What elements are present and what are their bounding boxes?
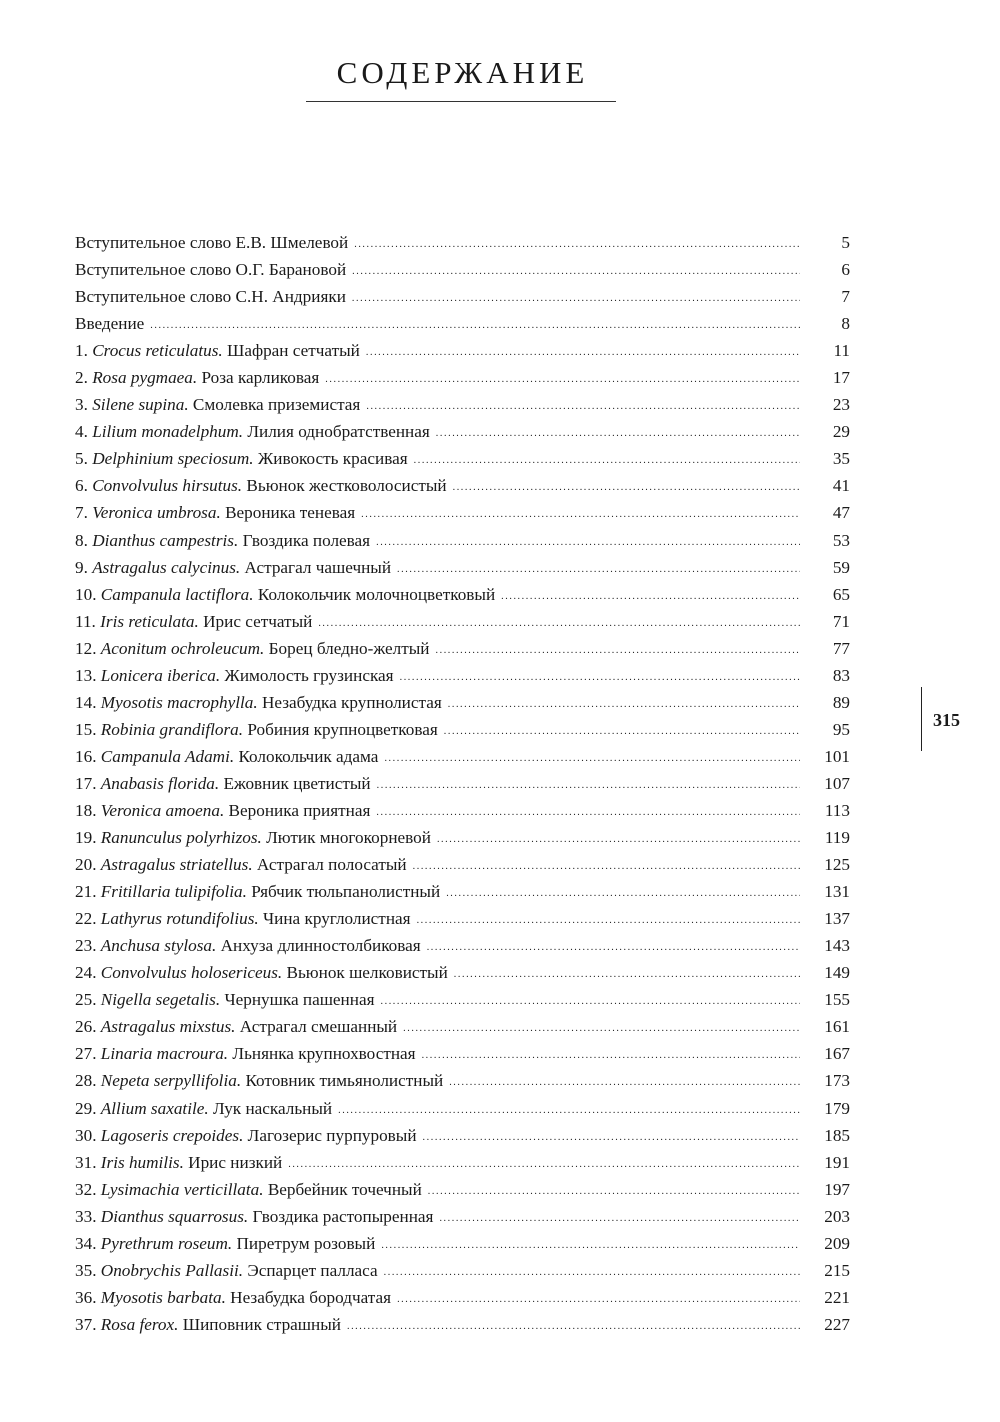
toc-entry	[75, 283, 850, 310]
dot-leader	[448, 691, 800, 718]
toc-entry-text: Астрагал чашечный	[240, 557, 392, 577]
toc-entry-text: Льнянка крупнохвостная	[228, 1044, 416, 1064]
page-number: 315	[933, 710, 960, 730]
toc-entry-number: 31.	[75, 1152, 101, 1172]
toc-entry	[75, 932, 850, 959]
dot-leader	[422, 1042, 800, 1069]
toc-entry-text: Лагозерис пурпуровый	[243, 1125, 417, 1145]
toc-entry-latin-name: Lathyrus rotundifolius.	[100, 909, 259, 929]
dot-leader	[397, 556, 800, 583]
toc-entry-page: 11	[833, 341, 850, 361]
toc-entry-number: 2.	[75, 368, 93, 388]
toc-entry-title	[75, 689, 448, 716]
toc-entry	[75, 527, 850, 554]
toc-entry	[75, 878, 850, 905]
toc-entry	[75, 986, 850, 1013]
toc-entry-latin-name: Astragalus striatellus.	[100, 855, 253, 875]
toc-entry-number: 34.	[75, 1233, 101, 1253]
toc-entry	[75, 1284, 850, 1311]
toc-entry	[75, 337, 850, 364]
toc-entry-text: Незабудка крупнолистая	[257, 692, 442, 712]
toc-entry-title	[75, 1176, 428, 1203]
toc-entry-latin-name: Veronica umbrosa.	[92, 503, 221, 523]
toc-entry-page: 215	[824, 1260, 850, 1280]
dot-leader	[501, 583, 800, 610]
toc-entry-text: Эспарцет палласа	[243, 1260, 378, 1280]
toc-entry-text: Рябчик тюльпанолистный	[246, 882, 441, 902]
toc-entry-number: 10.	[75, 584, 101, 604]
toc-entry-latin-name: Campanula lactiflora.	[100, 584, 254, 604]
toc-entry-text: Лютик многокорневой	[261, 828, 431, 848]
toc-entry	[75, 310, 850, 337]
toc-entry-title	[75, 770, 377, 797]
toc-entry-number: 24.	[75, 963, 101, 983]
toc-entry	[75, 1203, 850, 1230]
toc-entry-title	[75, 1203, 439, 1230]
toc-entry-latin-name: Nepeta serpyllifolia.	[100, 1071, 242, 1091]
toc-entry	[75, 554, 850, 581]
toc-entry-page: 227	[824, 1314, 850, 1334]
toc-entry-text: Шиповник страшный	[178, 1314, 341, 1334]
toc-entry-text: Живокость красивая	[253, 449, 408, 469]
toc-entry-page: 119	[824, 828, 850, 848]
toc-entry-title	[75, 337, 366, 364]
toc-entry-number: 1.	[75, 341, 93, 361]
toc-entry-number: 25.	[75, 990, 101, 1010]
toc-entry-number: 7.	[75, 503, 93, 523]
page-title: СОДЕРЖАНИЕ	[336, 55, 589, 90]
toc-entry-text: Смолевка приземистая	[188, 395, 361, 415]
toc-entry-page: 59	[832, 557, 850, 577]
dot-leader	[376, 799, 800, 826]
toc-entry-latin-name: Campanula Adami.	[100, 746, 235, 766]
toc-entry-number: 33.	[75, 1206, 101, 1226]
toc-entry-number: 36.	[75, 1287, 101, 1307]
toc-entry	[75, 689, 850, 716]
toc-entry-page: 209	[824, 1233, 850, 1253]
toc-entry-number: 15.	[75, 719, 101, 739]
toc-entry-text: Жимолость грузинская	[220, 665, 394, 685]
toc-entry-text: Котовник тимьянолистный	[241, 1071, 444, 1091]
toc-entry-number: 19.	[75, 828, 101, 848]
toc-entry	[75, 418, 850, 445]
toc-entry-title	[75, 743, 384, 770]
toc-entry	[75, 770, 850, 797]
toc-entry-latin-name: Anchusa stylosa.	[100, 936, 217, 956]
toc-entry	[75, 1230, 850, 1257]
toc-entry	[75, 445, 850, 472]
toc-entry-title	[75, 878, 446, 905]
toc-entry-latin-name: Linaria macroura.	[100, 1044, 229, 1064]
dot-leader	[354, 231, 800, 258]
toc-entry-title	[75, 256, 352, 283]
toc-entry-number: 12.	[75, 638, 101, 658]
toc-entry-number: 29.	[75, 1098, 101, 1118]
toc-entry-page: 221	[824, 1287, 850, 1307]
toc-entry-number: 18.	[75, 800, 101, 820]
toc-entry-page: 41	[832, 476, 850, 496]
toc-entry-number: 27.	[75, 1044, 101, 1064]
toc-entry-title	[75, 716, 444, 743]
toc-entry-latin-name: Lonicera iberica.	[100, 665, 221, 685]
toc-entry-page: 83	[832, 665, 850, 685]
toc-entry-page: 203	[824, 1206, 850, 1226]
toc-entry-page: 29	[832, 422, 850, 442]
toc-entry-number: 30.	[75, 1125, 101, 1145]
toc-entry-number: 20.	[75, 855, 101, 875]
toc-entry	[75, 743, 850, 770]
toc-entry	[75, 499, 850, 526]
toc-entry	[75, 364, 850, 391]
toc-entry-title	[75, 527, 376, 554]
toc-entry-page: 155	[824, 990, 850, 1010]
dot-leader	[150, 312, 800, 339]
toc-entry-text: Колокольчик молочноцветковый	[253, 584, 496, 604]
toc-entry-text: Чина круглолистная	[258, 909, 411, 929]
toc-entry-title	[75, 283, 352, 310]
dot-leader	[454, 961, 800, 988]
toc-entry-page: 65	[832, 584, 850, 604]
toc-entry	[75, 472, 850, 499]
dot-leader	[318, 610, 800, 637]
toc-entry-page: 191	[824, 1152, 850, 1172]
toc-entry	[75, 662, 850, 689]
toc-entry-latin-name: Iris humilis.	[100, 1152, 184, 1172]
dot-leader	[347, 1313, 800, 1340]
toc-entry-text: Борец бледно-желтый	[264, 638, 430, 658]
toc-entry-latin-name: Crocus reticulatus.	[92, 341, 223, 361]
dot-leader	[376, 529, 800, 556]
toc-entry-latin-name: Anabasis florida.	[100, 773, 220, 793]
toc-entry-title	[75, 1067, 449, 1094]
toc-entry-text: Лук наскальный	[208, 1098, 333, 1118]
toc-entry-page: 6	[841, 260, 850, 280]
toc-entry-latin-name: Fritillaria tulipifolia.	[100, 882, 247, 902]
toc-entry	[75, 959, 850, 986]
dot-leader	[417, 907, 800, 934]
toc-entry-page: 137	[824, 909, 850, 929]
toc-entry-text: Ирис сетчатый	[198, 611, 313, 631]
toc-entry-page: 179	[824, 1098, 850, 1118]
toc-entry	[75, 608, 850, 635]
toc-entry-page: 167	[824, 1044, 850, 1064]
toc-entry-text: Гвоздика полевая	[238, 530, 371, 550]
dot-leader	[453, 474, 800, 501]
toc-entry	[75, 1013, 850, 1040]
toc-entry-page: 7	[841, 287, 850, 307]
toc-entry-text: Вьюнок жестковолосистый	[242, 476, 447, 496]
toc-entry	[75, 1067, 850, 1094]
toc-entry-title	[75, 1095, 338, 1122]
toc-entry-number: 23.	[75, 936, 101, 956]
dot-leader	[428, 1178, 800, 1205]
toc-entry-latin-name: Iris reticulata.	[100, 611, 199, 631]
toc-entry-text: Вступительное слово С.Н. Андрияки	[75, 287, 346, 307]
toc-entry-text: Ежовник цветистый	[219, 773, 371, 793]
toc-entry	[75, 824, 850, 851]
toc-entry	[75, 797, 850, 824]
toc-entry-page: 95	[832, 719, 850, 739]
toc-entry-number: 13.	[75, 665, 101, 685]
toc-entry-number: 17.	[75, 773, 101, 793]
toc-entry-title	[75, 472, 453, 499]
toc-entry-title	[75, 310, 150, 337]
toc-entry-latin-name: Astragalus calycinus.	[92, 557, 241, 577]
dot-leader	[437, 826, 800, 853]
toc-entry-title	[75, 1257, 384, 1284]
title-underline	[306, 101, 616, 102]
dot-leader	[384, 745, 800, 772]
toc-entry-number: 4.	[75, 422, 93, 442]
toc-entry-text: Вьюнок шелковистый	[282, 963, 448, 983]
toc-entry-text: Незабудка бородчатая	[225, 1287, 392, 1307]
dot-leader	[288, 1151, 800, 1178]
toc-entry-latin-name: Rosa pygmaea.	[92, 368, 198, 388]
toc-entry-page: 149	[824, 963, 850, 983]
toc-entry-number: 28.	[75, 1071, 101, 1091]
toc-entry-latin-name: Ranunculus polyrhizos.	[100, 828, 262, 848]
dot-leader	[436, 420, 800, 447]
toc-entry	[75, 581, 850, 608]
dot-leader	[381, 1232, 800, 1259]
dot-leader	[361, 501, 800, 528]
toc-entry-text: Шафран сетчатый	[222, 341, 360, 361]
dot-leader	[366, 393, 800, 420]
toc-entry-number: 11.	[75, 611, 101, 631]
toc-entry-page: 131	[824, 882, 850, 902]
toc-entry-latin-name: Lilium monadelphum.	[92, 422, 244, 442]
dot-leader	[377, 772, 800, 799]
toc-entry-page: 113	[824, 800, 850, 820]
dot-leader	[381, 988, 801, 1015]
toc-entry	[75, 1176, 850, 1203]
dot-leader	[352, 285, 800, 312]
toc-entry-page: 77	[832, 638, 850, 658]
toc-entry-text: Вступительное слово О.Г. Барановой	[75, 260, 347, 280]
dot-leader	[366, 339, 800, 366]
toc-entry-latin-name: Convolvulus hirsutus.	[92, 476, 243, 496]
toc-entry-latin-name: Myosotis macrophylla.	[100, 692, 258, 712]
folio-rule	[921, 687, 922, 751]
toc-entry-latin-name: Dianthus campestris.	[92, 530, 239, 550]
dot-leader	[449, 1069, 800, 1096]
toc-entry-text: Астрагал смешанный	[235, 1017, 398, 1037]
toc-entry-title	[75, 824, 437, 851]
toc-entry-title	[75, 986, 381, 1013]
toc-entry-page: 53	[832, 530, 850, 550]
toc-entry-text: Чернушка пашенная	[220, 990, 375, 1010]
dot-leader	[436, 637, 801, 664]
toc-entry-number: 37.	[75, 1314, 101, 1334]
toc-entry-title	[75, 1040, 422, 1067]
toc-entry-text: Вступительное слово Е.В. Шмелевой	[75, 233, 349, 252]
toc-entry-title	[75, 1284, 397, 1311]
toc-entry-title	[75, 1230, 381, 1257]
dot-leader	[352, 258, 800, 285]
toc-entry	[75, 905, 850, 932]
toc-entry-number: 35.	[75, 1260, 101, 1280]
toc-entry-number: 21.	[75, 882, 101, 902]
toc-entry-page: 23	[832, 395, 850, 415]
toc-entry-page: 161	[824, 1017, 850, 1037]
dot-leader	[439, 1205, 800, 1232]
dot-leader	[397, 1286, 800, 1313]
toc-entry-title	[75, 635, 436, 662]
dot-leader	[400, 664, 800, 691]
toc-entry-text: Введение	[75, 314, 145, 334]
toc-entry-text: Гвоздика растопыренная	[248, 1206, 434, 1226]
toc-entry-text: Робиния крупноцветковая	[243, 719, 438, 739]
toc-entry	[75, 851, 850, 878]
dot-leader	[338, 1097, 800, 1124]
dot-leader	[414, 447, 800, 474]
toc-entry	[75, 391, 850, 418]
toc-entry-number: 32.	[75, 1179, 101, 1199]
toc-entry-number: 5.	[75, 449, 93, 469]
toc-entry-page: 8	[841, 314, 850, 334]
toc-entry-title	[75, 905, 417, 932]
toc-entry-latin-name: Pyrethrum roseum.	[100, 1233, 233, 1253]
toc-entry-title	[75, 1149, 288, 1176]
toc-entry-latin-name: Robinia grandiflora.	[100, 719, 244, 739]
toc-entry-page: 35	[832, 449, 850, 469]
toc-entry-page: 89	[832, 692, 850, 712]
table-of-contents	[75, 229, 850, 1338]
toc-entry-latin-name: Lysimachia verticillata.	[100, 1179, 264, 1199]
toc-entry-page: 125	[824, 855, 850, 875]
toc-entry-number: 9.	[75, 557, 93, 577]
toc-entry	[75, 1122, 850, 1149]
dot-leader	[427, 934, 800, 961]
toc-entry-latin-name: Myosotis barbata.	[100, 1287, 226, 1307]
toc-entry	[75, 256, 850, 283]
toc-entry-latin-name: Aconitum ochroleucum.	[100, 638, 265, 658]
toc-entry-title	[75, 445, 414, 472]
toc-entry-title	[75, 608, 318, 635]
toc-entry-title	[75, 364, 325, 391]
toc-entry-number: 16.	[75, 746, 101, 766]
toc-entry-page: 71	[832, 611, 850, 631]
toc-entry-text: Астрагал полосатый	[252, 855, 407, 875]
toc-entry-page: 5	[841, 233, 850, 252]
toc-entry-page: 143	[824, 936, 850, 956]
toc-entry-title	[75, 554, 397, 581]
toc-entry-title	[75, 959, 454, 986]
toc-entry-text: Лилия однобратственная	[243, 422, 430, 442]
dot-leader	[446, 880, 800, 907]
toc-entry-title	[75, 1122, 423, 1149]
toc-entry-latin-name: Allium saxatile.	[100, 1098, 209, 1118]
toc-entry-number: 8.	[75, 530, 93, 550]
toc-entry-title	[75, 1311, 347, 1338]
dot-leader	[325, 366, 800, 393]
toc-entry-title	[75, 851, 413, 878]
toc-entry-number: 22.	[75, 909, 101, 929]
toc-entry-text: Пиретрум розовый	[232, 1233, 376, 1253]
dot-leader	[423, 1124, 800, 1151]
toc-entry-number: 26.	[75, 1017, 101, 1037]
toc-entry-latin-name: Silene supina.	[92, 395, 189, 415]
toc-entry-page: 107	[824, 773, 850, 793]
toc-entry-text: Ирис низкий	[183, 1152, 283, 1172]
toc-entry-page: 185	[824, 1125, 850, 1145]
toc-entry-number: 6.	[75, 476, 93, 496]
dot-leader	[413, 853, 800, 880]
toc-entry	[75, 1149, 850, 1176]
toc-entry-latin-name: Astragalus mixstus.	[100, 1017, 236, 1037]
toc-entry-title	[75, 391, 366, 418]
toc-entry-text: Роза карликовая	[197, 368, 320, 388]
dot-leader	[444, 718, 800, 745]
toc-entry-page: 197	[824, 1179, 850, 1199]
toc-entry-title	[75, 581, 501, 608]
toc-entry	[75, 1311, 850, 1338]
toc-entry	[75, 229, 850, 256]
toc-entry-title	[75, 229, 354, 256]
toc-entry	[75, 1257, 850, 1284]
toc-entry-number: 3.	[75, 395, 93, 415]
toc-entry-page: 101	[824, 746, 850, 766]
toc-entry-title	[75, 797, 376, 824]
toc-entry	[75, 716, 850, 743]
dot-leader	[403, 1015, 800, 1042]
toc-entry-page: 17	[832, 368, 850, 388]
toc-entry-text: Колокольчик адама	[234, 746, 379, 766]
toc-entry-text: Вероника приятная	[224, 800, 371, 820]
dot-leader	[384, 1259, 800, 1286]
toc-entry-latin-name: Delphinium speciosum.	[92, 449, 254, 469]
toc-entry-latin-name: Nigella segetalis.	[100, 990, 221, 1010]
toc-entry	[75, 635, 850, 662]
toc-entry-text: Вероника теневая	[220, 503, 356, 523]
toc-entry	[75, 1095, 850, 1122]
toc-entry-title	[75, 418, 436, 445]
toc-entry-title	[75, 662, 400, 689]
toc-entry-number: 14.	[75, 692, 101, 712]
toc-entry-latin-name: Veronica amoena.	[100, 800, 225, 820]
toc-entry-latin-name: Convolvulus holosericeus.	[100, 963, 283, 983]
toc-entry-text: Анхуза длинностолбиковая	[216, 936, 421, 956]
toc-entry-text: Вербейник точечный	[263, 1179, 422, 1199]
toc-entry	[75, 1040, 850, 1067]
toc-entry-page: 47	[832, 503, 850, 523]
toc-entry-latin-name: Dianthus squarrosus.	[100, 1206, 249, 1226]
toc-entry-title	[75, 932, 427, 959]
toc-entry-latin-name: Lagoseris crepoides.	[100, 1125, 244, 1145]
toc-entry-title	[75, 499, 361, 526]
toc-entry-latin-name: Onobrychis Pallasii.	[100, 1260, 244, 1280]
toc-entry-title	[75, 1013, 403, 1040]
toc-entry-page: 173	[824, 1071, 850, 1091]
toc-entry-latin-name: Rosa ferox.	[100, 1314, 179, 1334]
